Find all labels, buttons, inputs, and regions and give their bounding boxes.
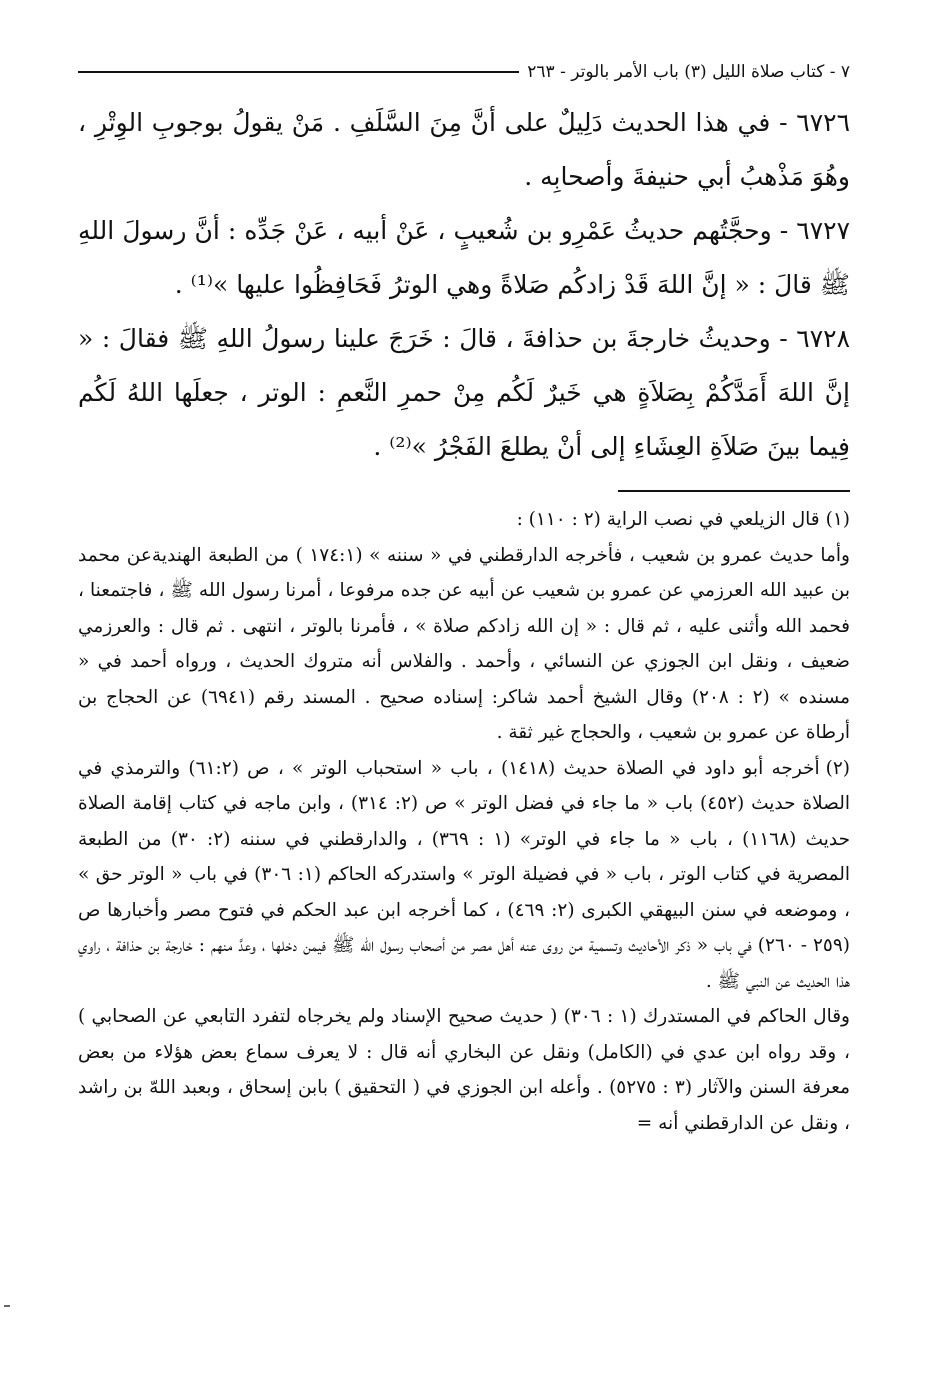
paragraph-6726: ٦٧٢٦ - في هذا الحديث دَلِيلٌ على أنَّ مِنَ السَّلَفِ . مَنْ يقولُ بوجوبِ الوِتْرِ ، وهُوَ مَذْهبُ أبي حنيفةَ وأصحابِه . xyxy=(78,108,850,191)
paragraph-6727: ٦٧٢٧ - وحجَّتُهم حديثُ عَمْرِو بن شُعيبٍ ، عَنْ أبيه ، عَنْ جَدِّه : أنَّ رسولَ اللهِ ﷺ قالَ : « إنَّ اللهَ قَدْ زادكُم صَلاةً وهي الوترُ فَحَافِظُوا عليها »⁽¹⁾ . xyxy=(78,216,850,299)
paragraph-6728: ٦٧٢٨ - وحديثُ خارجةَ بن حذافةَ ، قالَ : خَرَجَ علينا رسولُ اللهِ ﷺ فقالَ : « إنَّ اللهَ أَمَدَّكُمْ بِصَلاَةٍ هي خَيرٌ لَكُم مِنْ حمرِ النَّعمِ : الوتر ، جعلَها اللهُ لَكُم فِيما بينَ صَلاَةِ العِشَاءِ إلى أنْ يطلعَ الفَجْرُ »⁽²⁾ . xyxy=(78,324,850,461)
footnotes xyxy=(78,502,850,1141)
footnote-2-line xyxy=(78,751,850,1000)
footnote-1-marker: (١) xyxy=(825,509,850,530)
header-rule xyxy=(78,71,519,73)
footnote-2-continuation: وقال الحاكم في المستدرك (١ : ٣٠٦) ( حديث صحيح الإسناد ولم يخرجاه لتفرد التابعي عن الصحابي ) ، وقد رواه ابن عدي في (الكامل) ونقل عن البخاري أنه قال : لا يعرف سماع بعض هؤلاء من بعض معرفة السنن والآثار (٣ : ٥٢٧٥) . وأعله ابن الجوزي في ( التحقيق ) بابن إسحاق ، وبعبد اللهّ بن راشد ، ونقل عن الدارقطني أنه = xyxy=(78,1006,851,1134)
footnote-2-marker: (٢) xyxy=(825,757,851,779)
footnote-separator xyxy=(618,490,850,492)
running-title: ٧ - كتاب صلاة الليل (٣) باب الأمر بالوتر - ٢٦٣ xyxy=(527,62,850,82)
footnote-2-body: أخرجه أبو داود في الصلاة حديث (١٤١٨) ، باب « استحباب الوتر » ، ص (٦١:٢) والترمذي في الصلاة حديث (٤٥٢) باب « ما جاء في فضل الوتر » ص (٢: ٣١٤) ، وابن ماجه في كتاب إقامة الصلاة حديث (١١٦٨) ، باب « ما جاء في الوتر» (١ : ٣٦٩) ، والدارقطني في سننه (٢: ٣٠) من الطبعة المصرية في كتاب الوتر ، باب « في فضيلة الوتر » واستدركه الحاكم (١: ٣٠٦) في باب « الوتر حق » ، وموضعه في سنن البيهقي الكبرى (٢: ٤٦٩) ، كما أخرجه ابن عبد الحكم في فتوح مصر وأخبارها ص (٢٥٩ - ٢٦٠) في باب « ذكر الأحاديث وتسمية من روى عنه أهل مصر من أصحاب رسول الله ﷺ فيمن دخلها ، وعدَّ منهم : خارجة بن حذافة ، راوي هذا الحديث عن النبي ﷺ . xyxy=(78,757,851,992)
main-text xyxy=(78,96,850,474)
footnote-1-line xyxy=(78,502,850,538)
margin-mark xyxy=(4,1305,10,1307)
book-page xyxy=(78,52,850,1141)
page-header xyxy=(78,52,850,92)
footnote-1-body: وأما حديث عمرو بن شعيب ، فأخرجه الدارقطني في « سننه » (١٧٤:١ ) من الطبعة الهنديةعن محمد بن عبيد الله العرزمي عن عمرو بن شعيب عن أبيه عن جده مرفوعا ، أمرنا رسول الله ﷺ ، فاجتمعنا ، فحمد الله وأثنى عليه ، ثم قال : « إن الله زادكم صلاة » ، فأمرنا بالوتر ، انتهى . ثم قال : والعرزمي ضعيف ، ونقل ابن الجوزي عن النسائي ، وأحمد . والفلاس أنه متروك الحديث ، ورواه أحمد في « مسنده » (٢ : ٢٠٨) وقال الشيخ أحمد شاكر: إسناده صحيح . المسند رقم (٦٩٤١) عن الحجاج بن أرطاة عن عمرو بن شعيب ، والحجاج غير ثقة . xyxy=(78,544,850,743)
footnote-1-intro: قال الزيلعي في نصب الراية (٢ : ١١٠) : xyxy=(516,509,820,530)
